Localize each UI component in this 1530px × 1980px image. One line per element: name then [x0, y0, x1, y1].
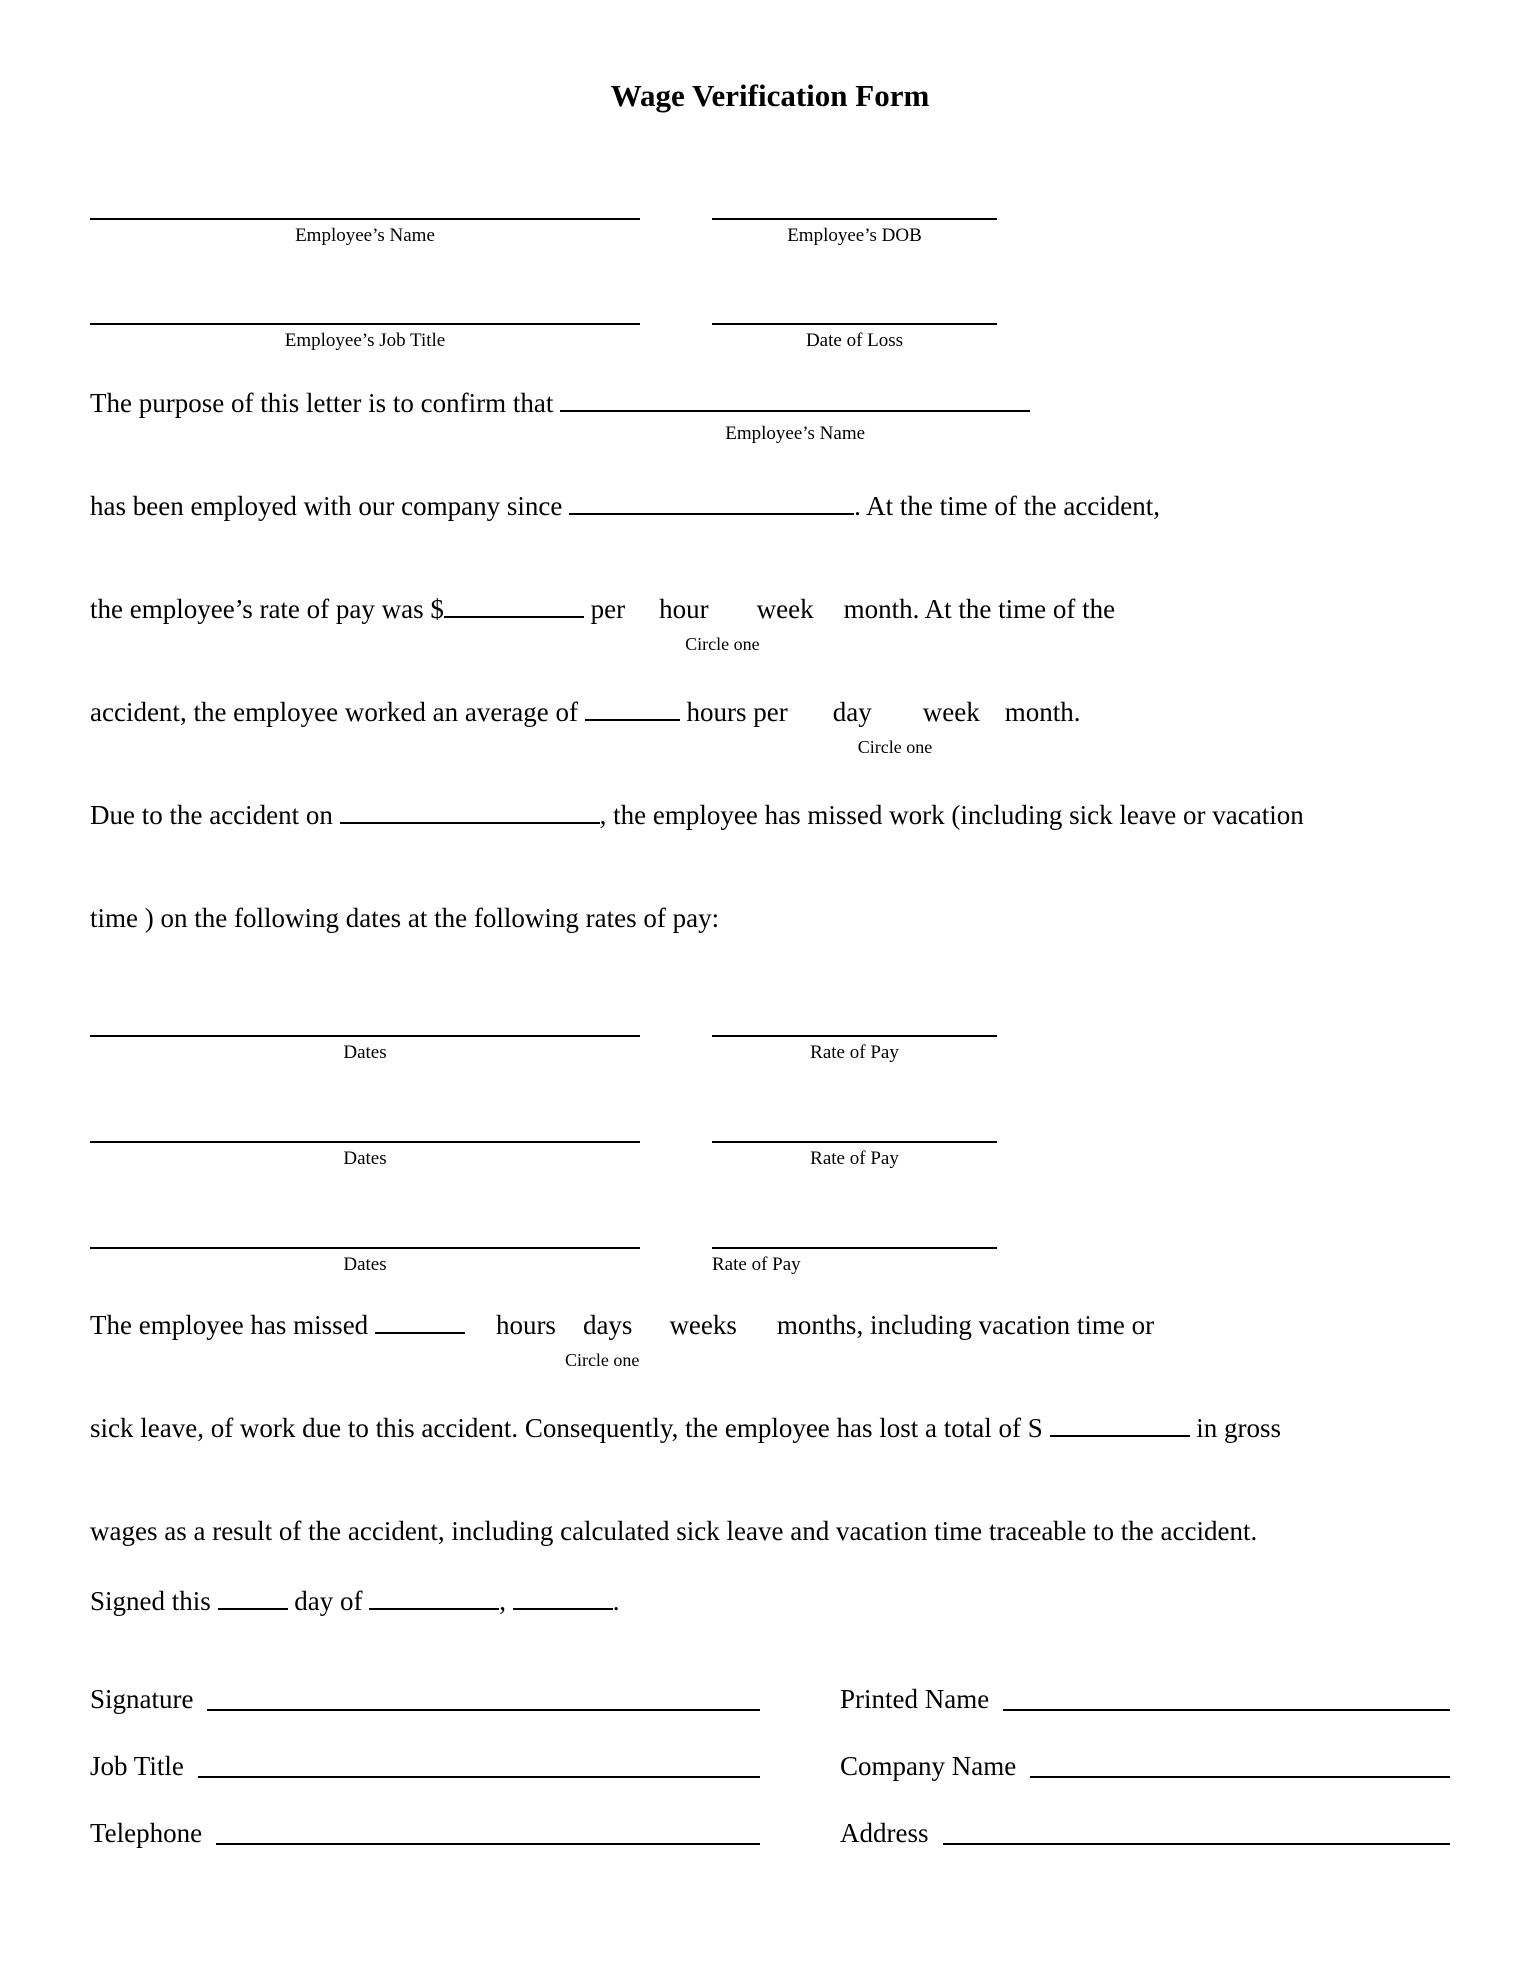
signed-this-paragraph	[90, 1584, 1450, 1618]
in-gross-text: in gross	[1196, 1413, 1282, 1443]
address-blank[interactable]	[943, 1816, 1451, 1845]
signed-day-blank[interactable]	[218, 1608, 288, 1610]
header-field-row-2	[90, 323, 1450, 352]
employee-job-title-label: Employee’s Job Title	[284, 330, 446, 351]
employed-since-paragraph	[90, 489, 1450, 523]
circle-one-label: Circle one	[685, 634, 760, 654]
option-day[interactable]: day	[832, 697, 872, 727]
accident-date-blank[interactable]	[340, 822, 600, 824]
rate-of-pay-label: Rate of Pay	[810, 1148, 899, 1169]
rate-of-pay-paragraph	[90, 592, 1450, 654]
dates-row-2	[90, 1141, 1450, 1170]
purpose-paragraph	[90, 386, 1450, 444]
dates-field-3	[90, 1247, 640, 1276]
dates-field-1	[90, 1035, 640, 1064]
dates-label: Dates	[343, 1254, 387, 1275]
lost-total-paragraph	[90, 1411, 1450, 1445]
confirm-blank-caption: Employee’s Name	[725, 423, 866, 444]
employee-dob-label: Employee’s DOB	[787, 225, 922, 246]
option-months[interactable]: months	[776, 1310, 857, 1340]
form-title: Wage Verification Form	[610, 78, 930, 113]
signature-label: Signature	[90, 1684, 194, 1714]
wages-result-paragraph	[90, 1514, 1450, 1548]
average-hours-paragraph	[90, 695, 1450, 757]
option-week[interactable]: week	[756, 594, 814, 624]
company-name-field	[840, 1749, 1450, 1783]
option-hour[interactable]: hour	[659, 594, 709, 624]
gross-wages-blank[interactable]	[1050, 1435, 1190, 1437]
accident-date-paragraph	[90, 798, 1450, 832]
signature-blank[interactable]	[207, 1682, 760, 1711]
circle-one-label: Circle one	[564, 1350, 640, 1370]
following-dates-text: time ) on the following dates at the following rates of pay:	[90, 903, 720, 933]
signed-year-blank[interactable]	[513, 1608, 613, 1610]
telephone-blank[interactable]	[216, 1816, 760, 1845]
missed-time-paragraph	[90, 1308, 1450, 1370]
accident-date-text: Due to the accident on	[90, 800, 333, 830]
rate-of-pay-field-3	[712, 1247, 997, 1276]
employee-job-title-field	[90, 323, 640, 352]
average-hours-text: accident, the employee worked an average of	[90, 697, 579, 727]
employment-start-date-blank[interactable]	[569, 513, 854, 515]
job-title-blank[interactable]	[198, 1749, 760, 1778]
rate-of-pay-field-1	[712, 1035, 997, 1064]
date-of-loss-label: Date of Loss	[805, 330, 904, 351]
purpose-text: The purpose of this letter is to confirm that	[90, 388, 554, 418]
dates-row-1	[90, 1035, 1450, 1064]
address-field	[840, 1816, 1450, 1850]
footer-row-3	[90, 1816, 1450, 1850]
printed-name-label: Printed Name	[840, 1684, 990, 1714]
option-week[interactable]: week	[922, 697, 980, 727]
rate-of-pay-text: the employee’s rate of pay was $	[90, 594, 444, 624]
confirm-employee-name-blank[interactable]	[560, 410, 1030, 444]
lost-total-text: sick leave, of work due to this accident. Consequently, the employee has lost a total of S	[90, 1413, 1043, 1443]
dates-label: Dates	[343, 1042, 387, 1063]
signature-field	[90, 1682, 760, 1716]
at-time-text: . At the time of the	[912, 594, 1116, 624]
address-label: Address	[840, 1818, 929, 1848]
employed-since-text: has been employed with our company since	[90, 491, 563, 521]
day-of-text: day of	[294, 1586, 363, 1616]
option-weeks[interactable]: weeks	[669, 1310, 737, 1340]
rate-of-pay-blank[interactable]	[444, 616, 584, 618]
comma-text: ,	[499, 1586, 506, 1616]
employee-name-field	[90, 218, 640, 247]
rate-of-pay-field-2	[712, 1141, 997, 1170]
footer-row-2	[90, 1749, 1450, 1783]
rate-of-pay-label: Rate of Pay	[712, 1254, 801, 1275]
job-title-label: Job Title	[90, 1751, 184, 1781]
option-hours[interactable]: hours	[495, 1310, 556, 1340]
dates-label: Dates	[343, 1148, 387, 1169]
circle-one-label: Circle one	[857, 737, 933, 757]
date-of-loss-field	[712, 323, 997, 352]
average-hours-blank[interactable]	[585, 719, 680, 721]
telephone-label: Telephone	[90, 1818, 203, 1848]
missed-unit-options	[465, 1308, 1155, 1370]
option-days[interactable]: days	[582, 1310, 633, 1340]
following-dates-paragraph	[90, 901, 1450, 935]
missed-work-text: , the employee has missed work (including sick leave or vacation	[599, 800, 1304, 830]
company-name-label: Company Name	[840, 1751, 1017, 1781]
employee-name-label: Employee’s Name	[295, 225, 435, 246]
missed-time-text: The employee has missed	[90, 1310, 369, 1340]
dates-row-3	[90, 1247, 1450, 1276]
hours-per-text: hours per	[686, 697, 788, 727]
telephone-field	[90, 1816, 760, 1850]
missed-amount-blank[interactable]	[375, 1332, 465, 1334]
rate-of-pay-label: Rate of Pay	[810, 1042, 899, 1063]
signed-month-blank[interactable]	[369, 1608, 499, 1610]
dates-field-2	[90, 1141, 640, 1170]
employee-dob-field	[712, 218, 997, 247]
printed-name-field	[840, 1682, 1450, 1716]
wages-result-text: wages as a result of the accident, including calculated sick leave and vacation time traceable to the accident.	[90, 1516, 1258, 1546]
company-name-blank[interactable]	[1030, 1749, 1450, 1778]
header-field-row-1	[90, 218, 1450, 247]
option-month[interactable]: month	[843, 594, 913, 624]
signed-this-text: Signed this	[90, 1586, 211, 1616]
rate-period-options	[625, 592, 1116, 654]
printed-name-blank[interactable]	[1003, 1682, 1450, 1711]
period-text: .	[612, 1586, 620, 1616]
time-of-accident-text: . At the time of the accident,	[854, 491, 1161, 521]
job-title-field	[90, 1749, 760, 1783]
footer-row-1	[90, 1682, 1450, 1716]
per-text: per	[590, 594, 626, 624]
including-vacation-text: , including vacation time or	[856, 1310, 1155, 1340]
option-month[interactable]: month	[1004, 697, 1074, 727]
period-text: .	[1073, 697, 1081, 727]
hours-period-options	[788, 695, 1081, 757]
